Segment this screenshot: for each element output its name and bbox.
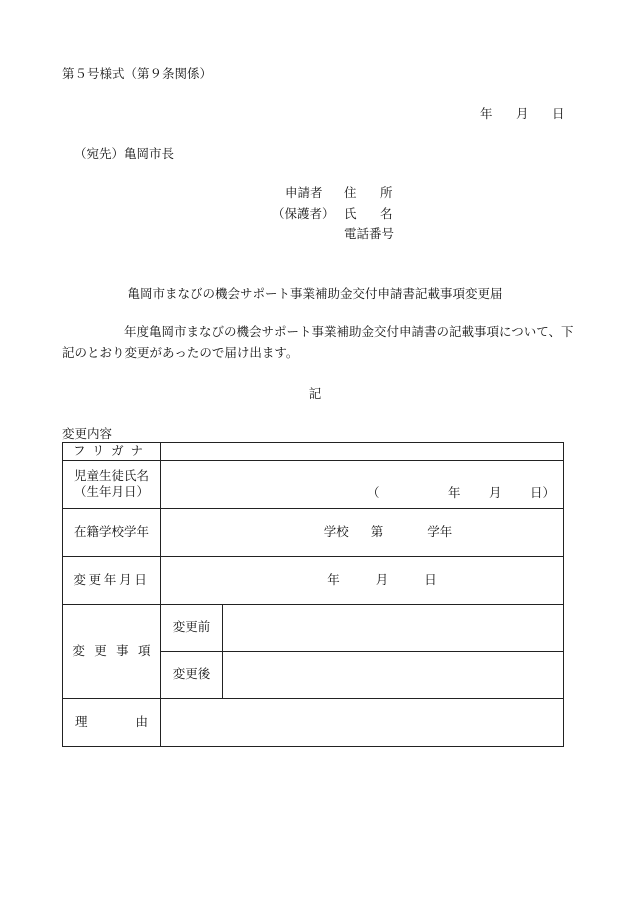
furigana-input[interactable]: [161, 443, 564, 461]
ki-mark: 記: [308, 386, 322, 401]
document-title: 亀岡市まなびの機会サポート事業補助金交付申請書記載事項変更届: [127, 286, 503, 301]
name-label-1: 氏: [344, 206, 357, 221]
grade-suffix: 学年: [427, 523, 453, 539]
school-label-cell: [63, 508, 161, 556]
before-input[interactable]: [223, 604, 564, 651]
section-label: 変更内容: [62, 426, 113, 441]
furigana-label-cell: [63, 443, 161, 461]
school-grade-line: [161, 524, 563, 541]
address-label-2: 所: [380, 185, 393, 200]
after-label: 変更後: [172, 666, 211, 682]
change-date-label-cell: [63, 556, 161, 604]
school-row: [63, 508, 564, 556]
phone-label: 電話番号: [344, 226, 395, 241]
student-name-label-cell: [63, 460, 161, 508]
furigana-row: [63, 443, 564, 461]
after-label-cell: [161, 651, 223, 698]
student-name-label: 児童生徒氏名: [73, 467, 149, 483]
reason-label-cell: [63, 698, 161, 746]
birth-open: （: [367, 484, 380, 500]
birth-label: （生年月日）: [73, 484, 149, 500]
change-date-row: [63, 556, 564, 604]
furigana-label: フリガナ: [73, 443, 150, 458]
grade-prefix: 第: [370, 523, 384, 539]
change-before-row: [63, 604, 564, 651]
date-month-label: 月: [516, 106, 529, 121]
date-day-label: 日: [552, 106, 565, 121]
student-name-input[interactable]: [161, 460, 564, 508]
address-label-1: 住: [344, 185, 357, 200]
reason-label-2: 由: [135, 713, 148, 729]
reason-input[interactable]: [161, 698, 564, 746]
birth-year-label: 年: [447, 484, 461, 500]
addressee: （宛先）亀岡市長: [74, 146, 175, 161]
applicant-role: 申請者: [285, 185, 323, 200]
change-form-table: [62, 442, 564, 747]
applicant-role-note: （保護者）: [272, 206, 335, 221]
school-suffix: 学校: [323, 523, 349, 539]
change-date-input[interactable]: [161, 556, 564, 604]
birth-day-label: 日）: [529, 484, 555, 500]
change-date-label: 変更年月日: [73, 571, 150, 587]
birth-date-line: [367, 485, 555, 502]
change-month-label: 月: [375, 571, 389, 587]
before-label-cell: [161, 604, 223, 651]
before-label: 変更前: [172, 619, 211, 635]
reason-label-1: 理: [75, 713, 88, 729]
student-name-row: [63, 460, 564, 508]
change-items-label-cell: [63, 604, 161, 698]
name-label-2: 名: [380, 206, 393, 221]
after-input[interactable]: [223, 651, 564, 698]
birth-month-label: 月: [488, 484, 502, 500]
change-year-label: 年: [327, 571, 340, 587]
date-year-label: 年: [480, 106, 493, 121]
form-number: 第５号様式（第９条関係）: [62, 66, 213, 81]
school-label: 在籍学校学年: [73, 523, 149, 539]
change-items-label: 変更事項: [72, 642, 160, 658]
body-line-2: 記のとおり変更があったので届け出ます。: [62, 345, 299, 360]
change-date-line: [161, 572, 563, 589]
reason-row: [63, 698, 564, 746]
body-line-1: 年度亀岡市まなびの機会サポート事業補助金交付申請書の記載事項について、下: [124, 324, 574, 339]
reason-label-wrap: [63, 714, 160, 731]
change-day-label: 日: [424, 571, 437, 587]
school-input[interactable]: [161, 508, 564, 556]
